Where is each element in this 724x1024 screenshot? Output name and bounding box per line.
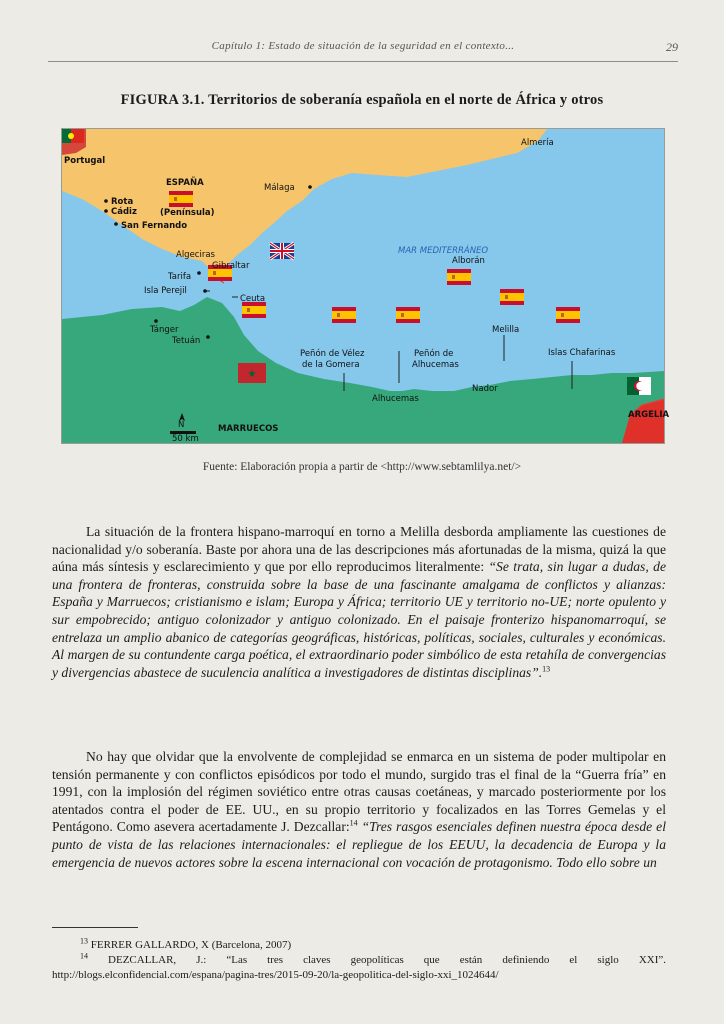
paragraph-1-intro: La situación de la frontera hispano-marroquí en torno a Melilla desborda ampliamente las cuestiones de nacionalidad y/o soberanía. Baste por ahora una de las descripciones más afortunadas de la misma, quizá la que aúna más síntesis y esclarecimiento y que por ello reproducimos literalmente: bbox=[52, 524, 666, 575]
label-nador: Nador bbox=[472, 384, 498, 394]
running-header: Capítulo 1: Estado de situación de la seguridad en el contexto... bbox=[211, 40, 515, 52]
label-penon-velez-1: Peñón de Vélez bbox=[300, 349, 365, 359]
algeria-flag bbox=[627, 377, 651, 395]
label-islas-chafarinas: Islas Chafarinas bbox=[548, 348, 616, 358]
label-almeria: Almería bbox=[521, 138, 554, 148]
label-malaga: Málaga bbox=[264, 183, 295, 193]
label-san-fernando: San Fernando bbox=[121, 221, 188, 231]
label-tetuan: Tetuán bbox=[172, 336, 201, 346]
label-rota: Rota bbox=[111, 197, 134, 207]
label-alboran: Alborán bbox=[452, 256, 485, 266]
footnote-14-text: DEZCALLAR, J.: “Las tres claves geopolíticas que están definiendo el siglo XXI”. http://blogs.elconfidencial.com/espana/pagina-tres/2015-09-20/la-geopolitica-del-siglo-xxi_1024644/ bbox=[52, 954, 667, 981]
page-number: 29 bbox=[666, 40, 678, 54]
label-tarifa: Tarifa bbox=[168, 272, 192, 282]
figure-title: FIGURA 3.1. Territorios de soberanía española en el norte de África y otros bbox=[120, 92, 604, 108]
portugal-flag bbox=[62, 129, 84, 143]
footnote-13-number: 13 bbox=[80, 936, 88, 946]
map-figure bbox=[61, 128, 670, 444]
svg-text:N: N bbox=[178, 420, 185, 430]
uk-flag bbox=[270, 243, 294, 259]
map-svg bbox=[62, 129, 670, 444]
tetuan-dot bbox=[206, 335, 210, 339]
label-isla-perejil: Isla Perejil bbox=[144, 286, 187, 296]
footnote-ref-13: 13 bbox=[542, 664, 551, 674]
footnote-ref-14: 14 bbox=[349, 818, 358, 828]
malaga-dot bbox=[308, 185, 312, 189]
cadiz-dot bbox=[104, 209, 108, 213]
svg-text:★: ★ bbox=[247, 369, 257, 380]
perejil-dot bbox=[203, 289, 207, 293]
footnote-13-text: FERRER GALLARDO, X (Barcelona, 2007) bbox=[90, 939, 292, 951]
label-penon-alhucemas-1: Peñón de bbox=[414, 349, 454, 359]
footnote-14 bbox=[52, 953, 666, 982]
san-fernando-dot bbox=[114, 222, 118, 226]
label-ceuta: Ceuta bbox=[240, 294, 266, 304]
label-cadiz: Cádiz bbox=[111, 207, 137, 217]
label-melilla: Melilla bbox=[492, 325, 520, 335]
paragraph-2-quote: “Tres rasgos esenciales definen nuestra época desde el punto de vista de las relaciones internacionales: el repliegue de los EEUU, la decadencia de Europa y la emergencia de nuevos actores sobre la escena internacional con vocación de protagonismo. Todo ello sobre un bbox=[52, 819, 666, 870]
label-penon-alhucemas-2: Alhucemas bbox=[412, 360, 459, 370]
morocco-flag bbox=[238, 363, 266, 383]
label-peninsula: (Península) bbox=[160, 208, 215, 218]
label-algeciras: Algeciras bbox=[176, 250, 215, 260]
tanger-dot bbox=[154, 319, 158, 323]
spain-flag-alhucemas bbox=[396, 307, 420, 323]
paragraph-1-quote: “Se trata, sin lugar a dudas, de una frontera de fronteras, construida sobre la base de una fascinante amalgama de conflictos y alianzas: España y Marruecos; cristianismo e islam; Europa y África; territorio UE y territorio no-UE; norte opulento y sur empobrecido; antiguo colonizador y antiguo colonizado. En el paisaje fronterizo hispanomarroquí, se entrelaza un amplio abanico de categorías geográficas, históricas, políticas, sociales, culturales y económicas. Al margen de su contundente carga poética, el extraordinario poder simbólico de esta retahíla de convergencias y divergencias abastece de suculencia analítica a investigadores de distintas disciplinas”. bbox=[52, 559, 666, 680]
label-penon-velez-2: de la Gomera bbox=[302, 360, 360, 370]
scale-label: 50 km bbox=[172, 434, 199, 444]
label-alhucemas: Alhucemas bbox=[372, 394, 419, 404]
label-tanger: Tánger bbox=[150, 325, 179, 335]
label-espana: ESPAÑA bbox=[166, 178, 204, 188]
figure-caption: Fuente: Elaboración propia a partir de <http://www.sebtamlilya.net/> bbox=[202, 461, 522, 473]
label-marruecos: MARRUECOS bbox=[218, 424, 279, 434]
label-portugal: Portugal bbox=[64, 156, 106, 166]
paragraph-2-intro: No hay que olvidar que la envolvente de complejidad se enmarca en un sistema de poder multipolar en tensión permanente y con conflictos episódicos por todo el mundo, surgido tras el final de la “Guerra fría” en 1991, con la implosión del régimen soviético entre otras causas coetáneas, y marcado posteriormente por los atentados contra el poder de EE. UU., en su propio territorio y focalizados en las Torres Gemelas y el Pentágono. Como asevera acertadamente J. Dezcallar: bbox=[52, 749, 666, 835]
label-argelia: ARGELIA bbox=[628, 410, 670, 420]
spain-flag-alboran bbox=[447, 269, 471, 285]
footnote-rule bbox=[52, 927, 138, 928]
paragraph-1 bbox=[52, 523, 666, 681]
spain-flag-peninsula bbox=[169, 191, 193, 207]
footnote-13 bbox=[52, 938, 666, 953]
label-mar-mediterraneo: MAR MEDITERRÁNEO bbox=[398, 246, 489, 256]
header-rule bbox=[48, 61, 678, 62]
spain-flag-ceuta bbox=[242, 302, 266, 318]
rota-dot bbox=[104, 199, 108, 203]
footnote-14-number: 14 bbox=[80, 951, 88, 961]
spain-flag-velez bbox=[332, 307, 356, 323]
tarifa-dot bbox=[197, 271, 201, 275]
paragraph-2 bbox=[52, 748, 666, 871]
spain-flag-chafarinas bbox=[556, 307, 580, 323]
label-gibraltar: Gibraltar bbox=[212, 261, 250, 271]
spain-flag-melilla bbox=[500, 289, 524, 305]
